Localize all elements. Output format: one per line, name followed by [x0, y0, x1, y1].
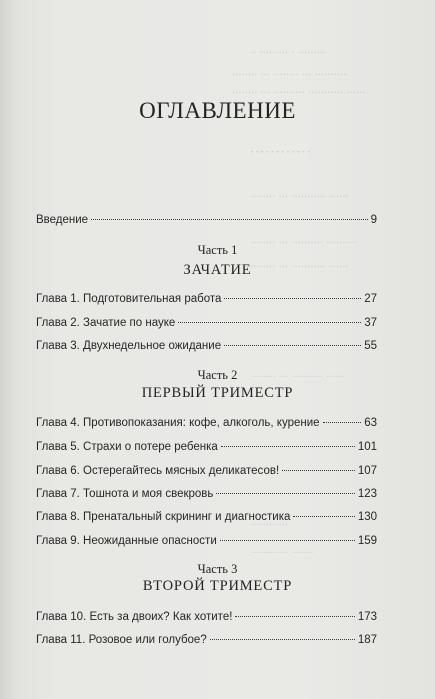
- show-through-text: ············: [250, 145, 312, 160]
- toc-entry-label: Глава 7. Тошнота и моя свекровь: [36, 488, 214, 500]
- show-through-text: ········ ··· ········ ··· ··········: [232, 70, 347, 81]
- toc-entry-page: 9: [370, 214, 377, 226]
- toc-entry-page: 37: [364, 317, 377, 329]
- toc-entry-page: 107: [357, 465, 377, 477]
- toc-entry-label: Глава 9. Неожиданные опасности: [36, 535, 217, 547]
- toc-entry-page: 123: [357, 488, 377, 500]
- dot-leader: [178, 322, 361, 323]
- show-through-text: ········ ··· ·········· ······: [250, 372, 346, 383]
- toc-entry-page: 27: [364, 293, 377, 305]
- part-title: ПЕРВЫЙ ТРИМЕСТР: [141, 385, 294, 401]
- dot-leader: [210, 639, 355, 640]
- dot-leader: [221, 446, 355, 447]
- toc-entry[interactable]: [36, 293, 377, 305]
- dot-leader: [224, 298, 361, 299]
- toc-entry-page: 55: [364, 340, 377, 352]
- part-title: ЗАЧАТИЕ: [183, 262, 252, 278]
- toc-entry[interactable]: [36, 488, 377, 500]
- toc-entry[interactable]: [36, 535, 377, 547]
- toc-entry-label: Глава 11. Розовое или голубое?: [36, 634, 207, 646]
- toc-entry-label: Глава 6. Остерегайтесь мясных деликатесов!: [36, 465, 280, 477]
- dot-leader: [293, 516, 354, 517]
- toc-entry-page: 63: [364, 417, 377, 429]
- toc-entry-label: Глава 3. Двухнедельное ожидание: [36, 340, 222, 352]
- dot-leader: [91, 219, 368, 220]
- page-title: ОГЛАВЛЕНИЕ: [139, 98, 296, 123]
- part-number: Часть 2: [197, 368, 238, 382]
- dot-leader: [216, 493, 354, 494]
- toc-entry-label: Глава 1. Подготовительная работа: [36, 293, 222, 305]
- dot-leader: [323, 422, 362, 423]
- dot-leader: [235, 616, 354, 617]
- toc-entry[interactable]: [36, 611, 377, 623]
- toc-entry-page: 187: [357, 634, 377, 646]
- part-title: ВТОРОЙ ТРИМЕСТР: [142, 578, 293, 594]
- toc-entry[interactable]: [36, 465, 377, 477]
- toc-entry-introduction[interactable]: [36, 214, 377, 226]
- toc-entry-page: 130: [357, 511, 377, 523]
- dot-leader: [224, 345, 361, 346]
- dot-leader: [282, 470, 355, 471]
- toc-entry[interactable]: [36, 317, 377, 329]
- toc-entry-label: Глава 2. Зачатие по науке: [36, 317, 176, 329]
- toc-entry-page: 159: [357, 535, 377, 547]
- toc-entry-label: Глава 5. Страхи о потере ребенка: [36, 441, 218, 453]
- show-through-text: ········ ··· ··········· ······: [250, 192, 349, 203]
- toc-entry[interactable]: [36, 511, 377, 523]
- toc-entry-label: Введение: [36, 214, 89, 226]
- show-through-text: ········ ··· ·········· ··········: [250, 238, 359, 249]
- toc-entry[interactable]: [36, 634, 377, 646]
- show-through-text: ············ ·······: [250, 548, 314, 559]
- part-number: Часть 1: [197, 243, 238, 257]
- show-through-text: ············: [250, 520, 289, 531]
- toc-entry[interactable]: [36, 441, 377, 453]
- show-through-text: ·· ········· · ·········: [250, 48, 327, 59]
- toc-entry-label: Глава 10. Есть за двоих? Как хотите!: [36, 611, 233, 623]
- toc-entry-label: Глава 8. Пренатальный скрининг и диагностика: [36, 511, 291, 523]
- toc-entry[interactable]: [36, 417, 377, 429]
- toc-entry-page: 173: [357, 611, 377, 623]
- toc-entry-label: Глава 4. Противопоказания: кофе, алкоголь, курение: [36, 417, 320, 429]
- toc-entry[interactable]: [36, 340, 377, 352]
- dot-leader: [220, 540, 355, 541]
- part-number: Часть 3: [197, 562, 238, 576]
- show-through-text: ········ ··· ··········· ······: [250, 262, 349, 273]
- show-through-text: ········ ··· ·········· ··········· ······: [232, 88, 366, 99]
- toc-entry-page: 101: [357, 441, 377, 453]
